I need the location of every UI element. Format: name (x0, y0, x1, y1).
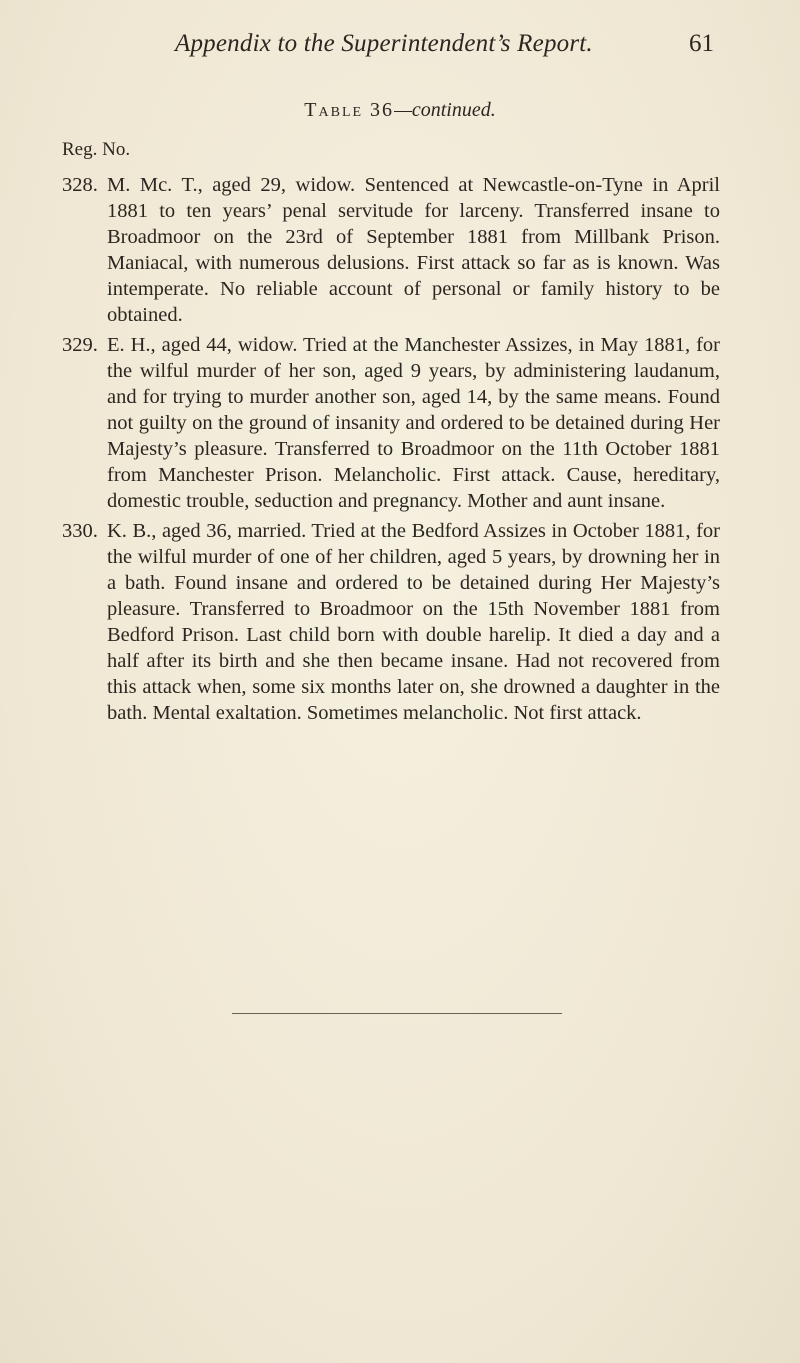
reg-no-label: Reg. No. (62, 139, 131, 160)
entry-text: K. B., aged 36, married. Tried at the Bedford Assizes in October 1881, for the wilful murder of one of her children, aged 5 years, by drowning her in a bath. Found insane and ordered to be detained during Her Majesty’s pleasure. Transferred to Broadmoor on the 15th November 1881 from Bedford Prison. Last child born with double harelip. It died a day and a half after its birth and she then became insane. Had not recovered from this attack when, some six months later on, she drowned a daughter in the bath. Mental exaltation. Sometimes melancholic. Not first attack. (107, 520, 720, 724)
entry-329 (62, 332, 720, 514)
page-number: 61 (689, 30, 714, 57)
entry-number: 330. (62, 520, 98, 542)
entries-list (62, 172, 720, 730)
entry-330 (62, 518, 720, 726)
page-header (0, 30, 800, 70)
table-label: Table 36 (304, 99, 395, 121)
entry-text: E. H., aged 44, widow. Tried at the Manchester Assizes, in May 1881, for the wilful murder of her son, aged 9 years, by administering laudanum, and for trying to murder another son, aged 14, by the same means. Found not guilty on the ground of insanity and ordered to be detained during Her Majesty’s pleasure. Transferred to Broadmoor on the 11th October 1881 from Manchester Prison. Melancholic. First attack. Cause, hereditary, domestic trouble, seduction and pregnancy. Mother and aunt insane. (107, 334, 720, 512)
entry-text: M. Mc. T., aged 29, widow. Sentenced at Newcastle-on-Tyne in April 1881 to ten years’ penal servitude for larceny. Transferred insane to Broadmoor on the 23rd of September 1881 from Millbank Prison. Maniacal, with numerous delusions. First attack so far as is known. Was intemperate. No reliable account of personal or family history to be obtained. (107, 174, 720, 326)
entry-328 (62, 172, 720, 328)
table-heading (0, 99, 800, 122)
entry-number: 329. (62, 334, 98, 356)
table-continuation: —continued. (394, 99, 496, 121)
closing-rule (232, 1013, 562, 1014)
entry-number: 328. (62, 174, 98, 196)
running-head: Appendix to the Superintendent’s Report. (175, 30, 593, 57)
